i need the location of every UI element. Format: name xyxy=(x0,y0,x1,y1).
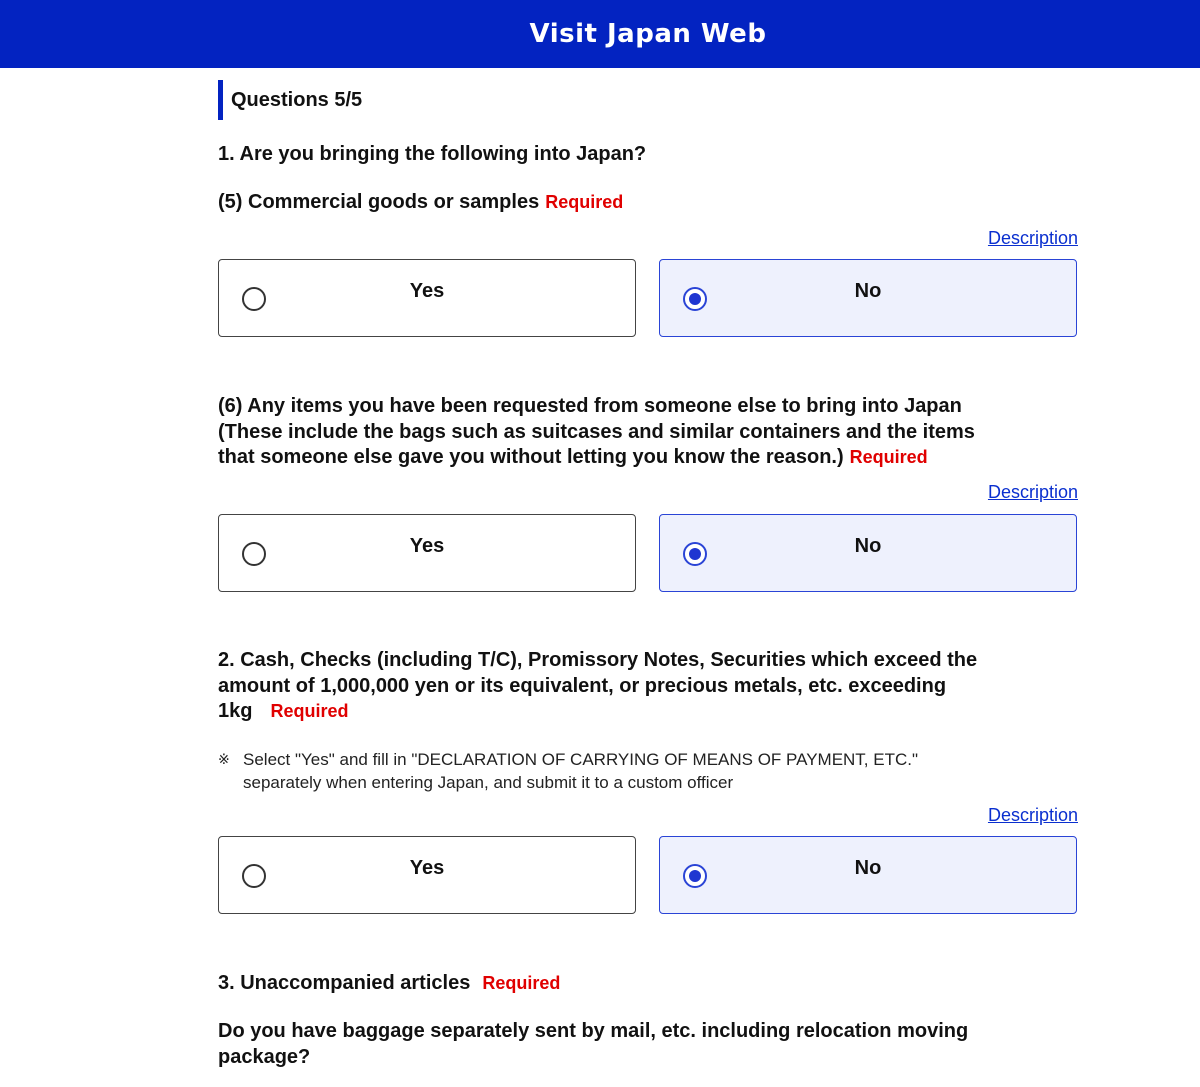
note-line-1: Select "Yes" and fill in "DECLARATION OF CARRYING OF MEANS OF PAYMENT, ETC." xyxy=(243,750,919,769)
question-3-text xyxy=(218,971,1078,997)
option-label: No xyxy=(854,280,882,302)
question-3-subtext xyxy=(218,1019,1078,1070)
required-badge: Required xyxy=(270,701,349,721)
question-1-6-line-1: (6) Any items you have been requested from someone else to bring into Japan xyxy=(218,395,962,417)
question-3-sub-line-2: package? xyxy=(218,1045,311,1068)
question-2-line-1: 2. Cash, Checks (including T/C), Promissory Notes, Securities which exceed the xyxy=(218,649,978,671)
note-mark-icon: ※ xyxy=(218,751,230,767)
question-1-6-line-3: that someone else gave you without letting you know the reason.) xyxy=(218,446,844,468)
required-badge: Required xyxy=(482,973,561,993)
question-2-line-2: amount of 1,000,000 yen or its equivalent, or precious metals, etc. exceeding xyxy=(218,674,947,697)
app-title: Visit Japan Web xyxy=(529,19,767,49)
option-label: Yes xyxy=(409,280,445,302)
description-link-q2[interactable]: Description xyxy=(987,805,1078,825)
payment-declaration-note xyxy=(218,748,1078,794)
q1-6-yes-option[interactable] xyxy=(218,514,636,592)
required-badge: Required xyxy=(849,447,928,467)
question-1-title: 1. Are you bringing the following into Japan? xyxy=(218,143,647,165)
note-line-2: separately when entering Japan, and submit it to a custom officer xyxy=(243,773,734,792)
question-3-sub-line-1: Do you have baggage separately sent by mail, etc. including relocation moving xyxy=(218,1020,969,1042)
q1-5-yes-option[interactable] xyxy=(218,259,636,337)
question-1-6-line-2: (These include the bags such as suitcases and similar containers and the items xyxy=(218,420,975,443)
q1-6-no-option[interactable] xyxy=(659,514,1077,592)
question-1-5-text xyxy=(218,190,1078,216)
description-link-q1-5[interactable]: Description xyxy=(987,228,1078,248)
question-1-6-text xyxy=(218,394,1078,471)
option-label: Yes xyxy=(409,857,445,879)
q2-no-option[interactable] xyxy=(659,836,1077,914)
question-2-text xyxy=(218,648,1078,725)
question-2-line-3: 1kg xyxy=(218,700,253,722)
question-1-5-label: (5) Commercial goods or samples xyxy=(218,191,540,213)
option-label: Yes xyxy=(409,535,445,557)
app-header xyxy=(0,0,1200,68)
section-heading: Questions 5/5 xyxy=(218,80,362,120)
option-label: No xyxy=(854,857,882,879)
question-3-label: 3. Unaccompanied articles xyxy=(218,972,471,994)
option-label: No xyxy=(854,535,882,557)
q1-5-no-option[interactable] xyxy=(659,259,1077,337)
q2-yes-option[interactable] xyxy=(218,836,636,914)
description-link-q1-6[interactable]: Description xyxy=(987,482,1078,502)
required-badge: Required xyxy=(545,192,624,212)
